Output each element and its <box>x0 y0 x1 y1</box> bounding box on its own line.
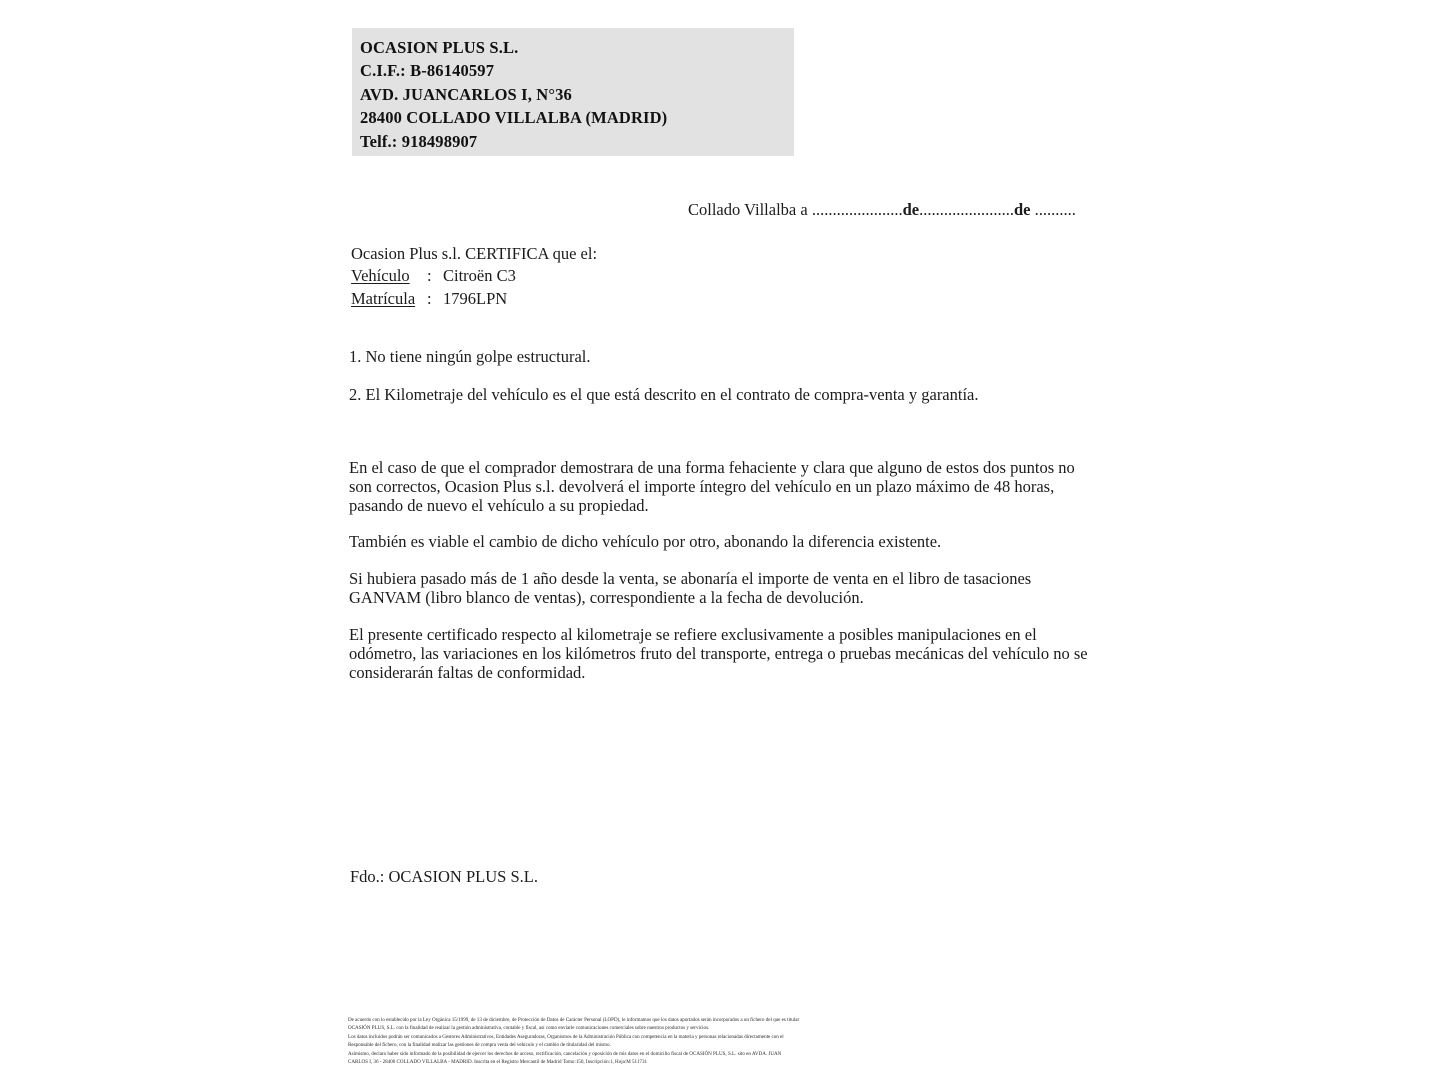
date-dots-year: .......... <box>1030 200 1076 219</box>
plate-value: 1796LPN <box>443 288 508 308</box>
date-dots-month: ....................... <box>919 200 1014 219</box>
plate-separator: : <box>427 288 432 308</box>
vehicle-separator: : <box>427 266 432 286</box>
legal-footer-line: Los datos incluidos podrán ser comunicados a Gestores Administrativos, Entidades Aseguradoras, Organismos de la Administración Pública con competencia en la materia y personas relacionadas directamente con el <box>348 1033 784 1040</box>
company-header-block <box>352 28 794 156</box>
company-phone: Telf.: 918498907 <box>360 131 478 151</box>
company-city: 28400 COLLADO VILLALBA (MADRID) <box>360 108 668 128</box>
date-line <box>688 199 1076 221</box>
vehicle-row <box>351 265 597 287</box>
body-paragraph-4: El presente certificado respecto al kilometraje se refiere exclusivamente a posibles manipulaciones en el odómetro, las variaciones en los kilómetros fruto del transporte, entrega o pruebas mecánicas del vehículo no se considerarán faltas de conformidad. <box>349 625 1088 682</box>
date-de-1: de <box>902 200 920 219</box>
date-dots-day: ...................... <box>811 200 903 219</box>
legal-footer-line: OCASIÓN PLUS, S.L. con la finalidad de realizar la gestión administrativa, contable y fiscal, así como enviarle comunicaciones comerciales sobre nuestros productos y servicios. <box>348 1025 710 1032</box>
body-paragraph-3: Si hubiera pasado más de 1 año desde la venta, se abonaría el importe de venta en el libro de tasaciones GANVAM (libro blanco de ventas), correspondiente a la fecha de devolución. <box>349 569 1032 607</box>
plate-row <box>351 288 597 310</box>
legal-footer <box>348 1016 1096 1067</box>
date-city-prefix: Collado Villalba a <box>688 200 812 219</box>
body-paragraph-2: También es viable el cambio de dicho vehículo por otro, abonando la diferencia existente. <box>349 532 942 551</box>
company-address: AVD. JUANCARLOS I, N°36 <box>360 84 572 104</box>
signature-line: Fdo.: OCASION PLUS S.L. <box>350 867 538 886</box>
certification-point-2: 2. El Kilometraje del vehículo es el que está descrito en el contrato de compra-venta y garantía. <box>349 385 979 404</box>
certification-block <box>351 243 597 310</box>
vehicle-value: Citroën C3 <box>443 266 516 286</box>
vehicle-label: Vehículo <box>351 266 410 286</box>
plate-label: Matrícula <box>351 288 416 308</box>
certification-intro: Ocasion Plus s.l. CERTIFICA que el: <box>351 244 598 263</box>
date-de-2: de <box>1013 200 1031 219</box>
legal-footer-line: Responsable del fichero, con la finalidad realizar las gestiones de compra venta del vehículo y el cambio de titularidad del mismo. <box>348 1042 611 1049</box>
legal-footer-line: CARLOS I, 36 - 28400 COLLADO VILLALBA - MADRID. Inscrita en el Registro Mercantil de Madrid Tomo:150, Inscripción:1, Hoja:M 511731 <box>348 1059 647 1066</box>
company-name: OCASION PLUS S.L. <box>360 38 519 57</box>
legal-footer-line: Asimismo, declaro haber sido informado de la posibilidad de ejercer los derechos de acceso, rectificación, cancelación y oposición de mis datos en el domicilio fiscal de OCASIÓN PLUS, S.L. sito en AVDA. JUAN <box>348 1050 782 1057</box>
certification-point-1: 1. No tiene ningún golpe estructural. <box>349 347 591 366</box>
legal-footer-line: De acuerdo con lo establecido por la Ley Orgánica 15/1999, de 13 de diciembre, de Protección de Datos de Carácter Personal (LOPD), le informamos que los datos aportados serán incorporados a un fichero del que es titular <box>348 1017 800 1023</box>
body-paragraph-1: En el caso de que el comprador demostrara de una forma fehaciente y clara que alguno de estos dos puntos no son correctos, Ocasion Plus s.l. devolverá el importe íntegro del vehículo en un plazo máximo de 48 horas, pasando de nuevo el vehículo a su propiedad. <box>349 458 1075 515</box>
company-cif: C.I.F.: B-86140597 <box>360 61 495 81</box>
